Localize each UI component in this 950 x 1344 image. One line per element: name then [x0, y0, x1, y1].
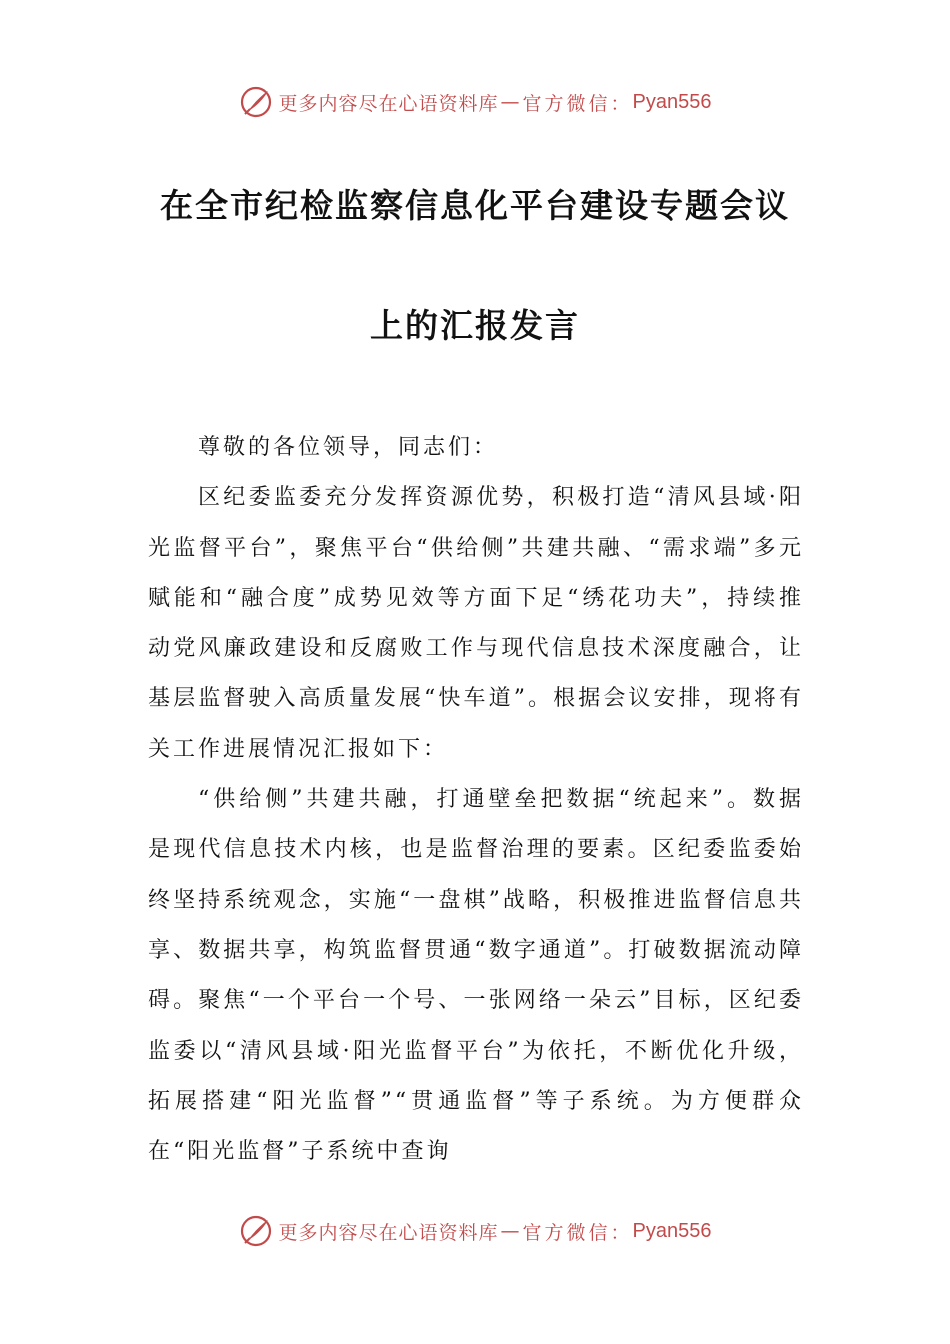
banner-wechat-id: Pyan556	[632, 90, 712, 113]
header-watermark-banner	[0, 82, 950, 122]
banner-wechat-label: 官方微信：	[522, 1221, 633, 1244]
quill-pen-logo-icon	[239, 1214, 273, 1248]
salutation: 尊敬的各位领导，同志们：	[198, 435, 499, 460]
document-title-line-2: 上的汇报发言	[370, 306, 580, 345]
banner-separator: —	[500, 91, 521, 113]
paragraph-2: “供给侧”共建共融，打通壁垒把数据“统起来”。数据是现代信息技术内核，也是监督治理的要素。区纪委监委始终坚持系统观念，实施“一盘棋”战略，积极推进监督信息共享、数据共享，构筑监督贯通“数字通道”。打破数据流动障碍。聚焦“一个平台一个号、一张网络一朵云”目标，区纪委监委以“清风县域·阳光监督平台”为依托，不断优化升级，拓展搭建“阳光监督”“贯通监督”等子系统。为方便群众在“阳光监督”子系统中查询	[148, 787, 804, 1165]
banner-text: 更多内容尽在心语资料库	[278, 92, 499, 115]
document-title-line-1: 在全市纪检监察信息化平台建设专题会议	[160, 186, 790, 225]
paragraph-1: 区纪委监委充分发挥资源优势，积极打造“清风县域·阳光监督平台”，聚焦平台“供给侧”共建共融、“需求端”多元赋能和“融合度”成势见效等方面下足“绣花功夫”，持续推动党风廉政建设和反腐败工作与现代信息技术深度融合，让基层监督驶入高质量发展“快车道”。根据会议安排，现将有关工作进展情况汇报如下：	[148, 485, 804, 762]
document-body	[148, 423, 804, 1177]
banner-wechat-id: Pyan556	[632, 1219, 712, 1242]
banner-separator: —	[500, 1220, 521, 1242]
quill-pen-logo-icon	[239, 85, 273, 119]
banner-wechat-label: 官方微信：	[522, 92, 633, 115]
footer-watermark-banner	[0, 1211, 950, 1251]
banner-text: 更多内容尽在心语资料库	[278, 1221, 499, 1244]
